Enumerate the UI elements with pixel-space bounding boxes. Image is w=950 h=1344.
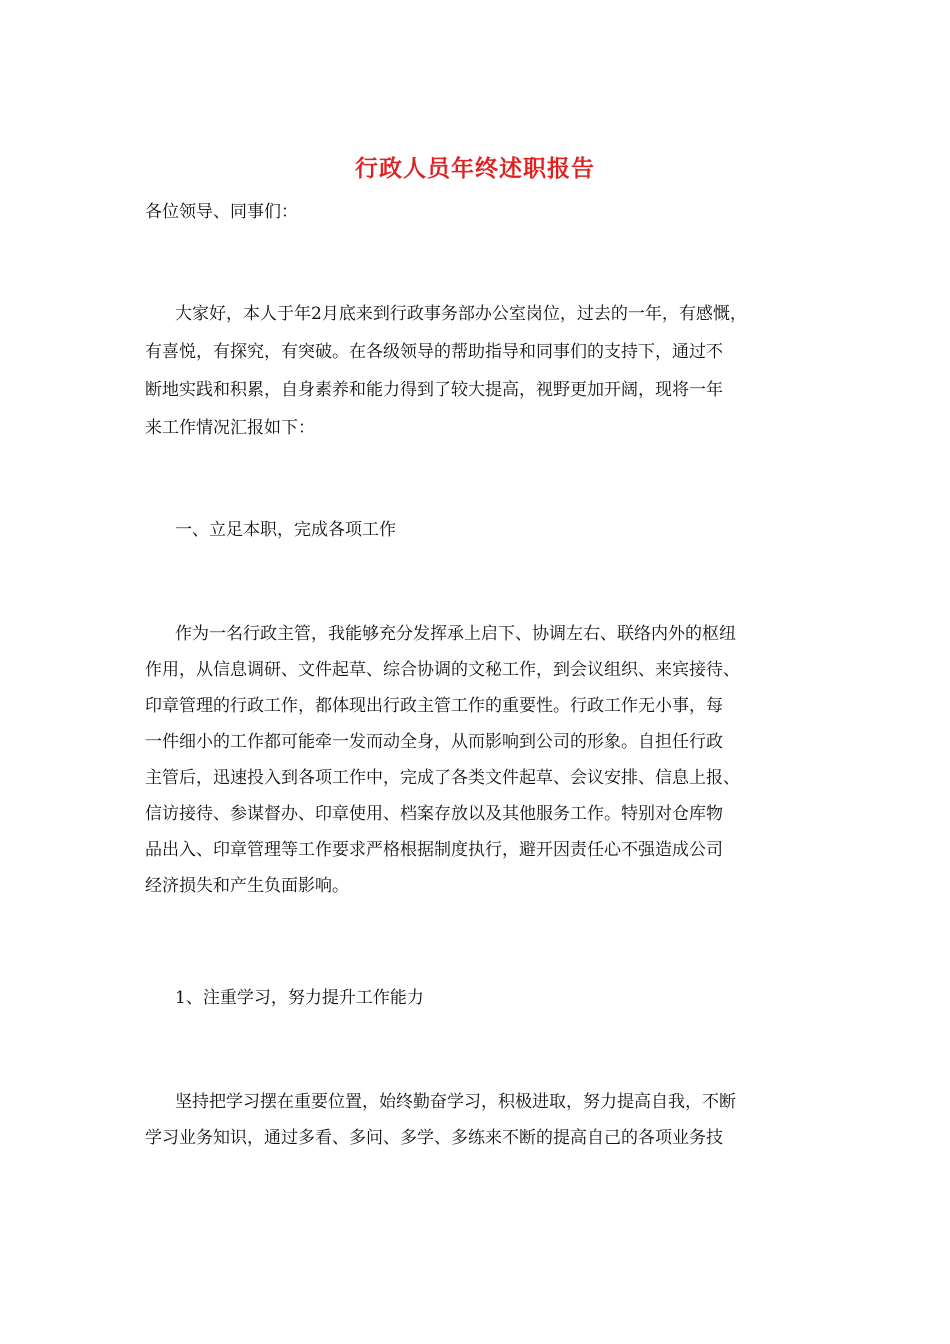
paragraph-line: 经济损失和产生负面影响。 (145, 876, 349, 896)
paragraph-line: 作用，从信息调研、文件起草、综合协调的文秘工作，到会议组织、来宾接待、 (145, 660, 740, 680)
paragraph-line: 有喜悦，有探究，有突破。在各级领导的帮助指导和同事们的支持下，通过不 (145, 342, 723, 362)
subsection-heading: 1、注重学习，努力提升工作能力 (175, 988, 424, 1008)
paragraph-line: 来工作情况汇报如下： (145, 418, 315, 438)
paragraph-line: 断地实践和积累，自身素养和能力得到了较大提高，视野更加开阔，现将一年 (145, 380, 723, 400)
paragraph-line: 品出入、印章管理等工作要求严格根据制度执行，避开因责任心不强造成公司 (145, 840, 723, 860)
section-heading: 一、立足本职，完成各项工作 (175, 520, 396, 540)
paragraph-line: 大家好，本人于年2月底来到行政事务部办公室岗位，过去的一年，有感慨， (175, 304, 747, 324)
paragraph-line: 信访接待、参谋督办、印章使用、档案存放以及其他服务工作。特别对仓库物 (145, 804, 723, 824)
paragraph-line: 坚持把学习摆在重要位置，始终勤奋学习，积极进取，努力提高自我，不断 (175, 1092, 736, 1112)
paragraph-line: 主管后，迅速投入到各项工作中，完成了各类文件起草、会议安排、信息上报、 (145, 768, 740, 788)
paragraph-line: 一件细小的工作都可能牵一发而动全身，从而影响到公司的形象。自担任行政 (145, 732, 723, 752)
paragraph-line: 学习业务知识，通过多看、多问、多学、多练来不断的提高自己的各项业务技 (145, 1128, 723, 1148)
document-title: 行政人员年终述职报告 (355, 155, 595, 182)
paragraph-line: 作为一名行政主管，我能够充分发挥承上启下、协调左右、联络内外的枢纽 (175, 624, 736, 644)
paragraph-line: 印章管理的行政工作，都体现出行政主管工作的重要性。行政工作无小事，每 (145, 696, 723, 716)
salutation: 各位领导、同事们： (145, 202, 298, 222)
